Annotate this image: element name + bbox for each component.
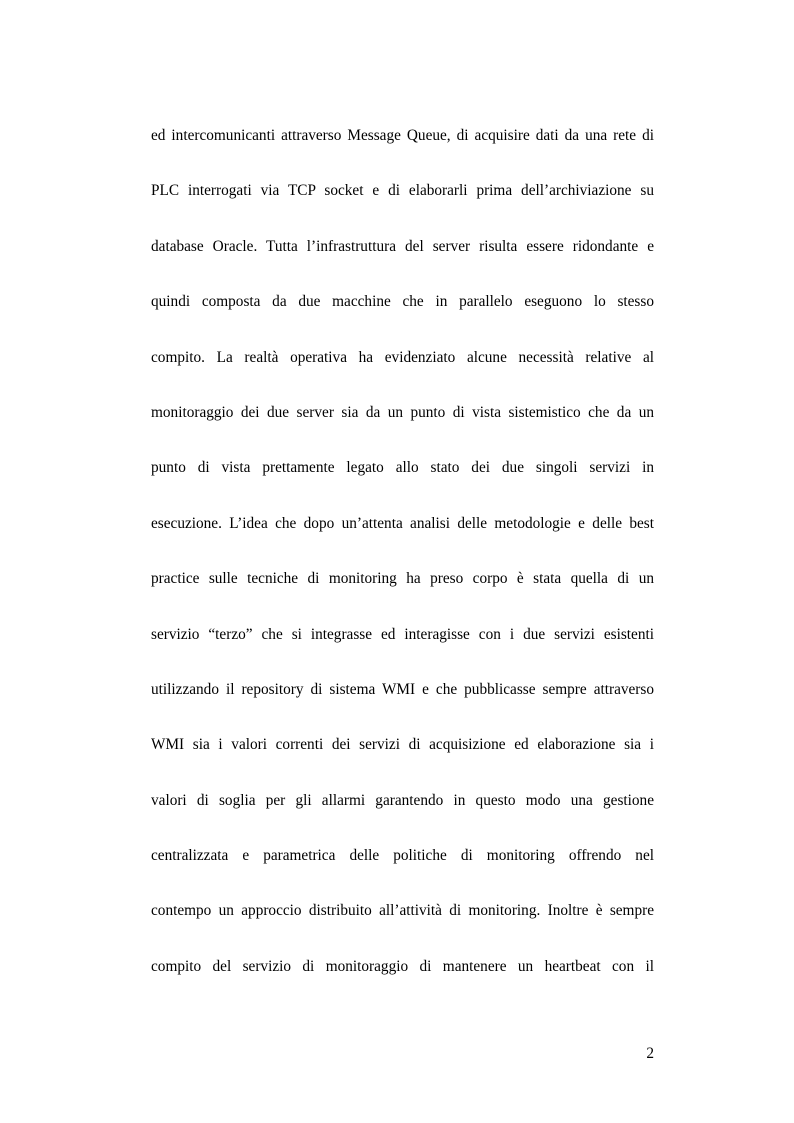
paragraph-line: valori di soglia per gli allarmi garantendo in questo modo una gestione xyxy=(151,791,654,809)
paragraph-line: compito. La realtà operativa ha evidenziato alcune necessità relative al xyxy=(151,348,654,366)
page-number: 2 xyxy=(646,1045,654,1062)
paragraph-line: ed intercomunicanti attraverso Message Queue, di acquisire dati da una rete di xyxy=(151,127,654,144)
paragraph-line: punto di vista prettamente legato allo stato dei due singoli servizi in xyxy=(151,459,654,477)
paragraph-line: esecuzione. L’idea che dopo un’attenta analisi delle metodologie e delle best xyxy=(151,514,654,532)
paragraph-line: monitoraggio dei due server sia da un punto di vista sistemistico che da un xyxy=(151,403,654,421)
paragraph-line: centralizzata e parametrica delle politiche di monitoring offrendo nel xyxy=(151,847,654,865)
paragraph-line: contempo un approccio distribuito all’attività di monitoring. Inoltre è sempre xyxy=(151,902,654,920)
paragraph-line: quindi composta da due macchine che in parallelo eseguono lo stesso xyxy=(151,293,654,311)
paragraph-line: PLC interrogati via TCP socket e di elaborarli prima dell’archiviazione su xyxy=(151,182,654,200)
paragraph-line: servizio “terzo” che si integrasse ed interagisse con i due servizi esistenti xyxy=(151,625,654,643)
paragraph-line: compito del servizio di monitoraggio di mantenere un heartbeat con il xyxy=(151,957,654,975)
body-paragraph xyxy=(151,122,654,980)
paragraph-line: practice sulle tecniche di monitoring ha preso corpo è stata quella di un xyxy=(151,570,654,588)
paragraph-line: database Oracle. Tutta l’infrastruttura del server risulta essere ridondante e xyxy=(151,237,654,255)
paragraph-line: utilizzando il repository di sistema WMI e che pubblicasse sempre attraverso xyxy=(151,680,654,698)
paragraph-line: WMI sia i valori correnti dei servizi di acquisizione ed elaborazione sia i xyxy=(151,736,654,754)
